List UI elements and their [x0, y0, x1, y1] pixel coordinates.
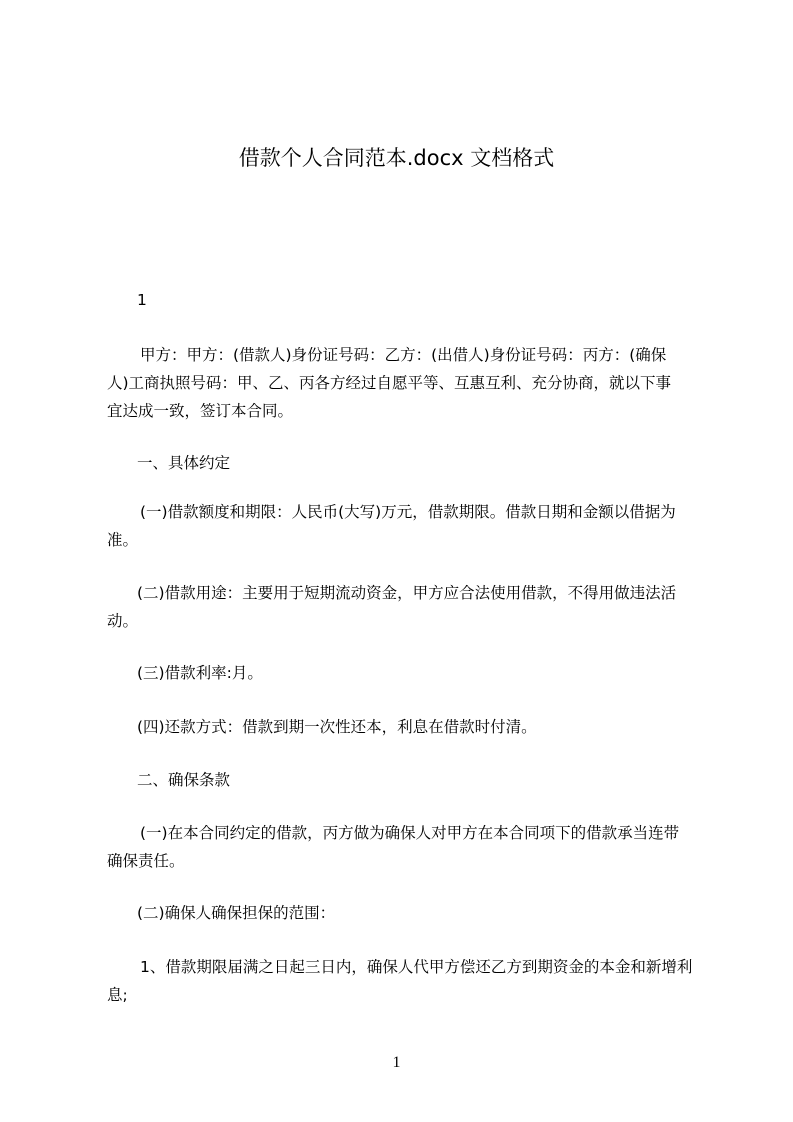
clause-line: (二)确保人确保担保的范围： [137, 904, 336, 922]
clause-line: 准。 [107, 531, 139, 549]
paragraph-parties-line: 人)工商执照号码：甲、乙、丙各方经过自愿平等、互惠互利、充分协商，就以下事 [107, 374, 672, 392]
clause-line: (四)还款方式：借款到期一次性还本，利息在借款时付清。 [137, 718, 537, 736]
clause-line: 息; [107, 986, 128, 1004]
clause-line: (二)借款用途：主要用于短期流动资金，甲方应合法使用借款，不得用做违法活 [137, 584, 677, 602]
document-title: 借款个人合同范本.docx 文档格式 [238, 146, 555, 170]
clause-line: 动。 [107, 612, 139, 630]
paragraph-parties-line: 宜达成一致，签订本合同。 [107, 402, 294, 420]
heading-guarantee-terms: 二、确保条款 [137, 771, 231, 789]
heading-specific-terms: 一、具体约定 [137, 454, 231, 472]
clause-line: (三)借款利率:月。 [137, 664, 263, 682]
page-number: 1 [392, 1054, 401, 1071]
clause-line: 1、借款期限届满之日起三日内，确保人代甲方偿还乙方到期资金的本金和新增利 [140, 958, 693, 976]
clause-line: (一)借款额度和期限：人民币(大写)万元，借款期限。借款日期和金额以借据为 [140, 503, 676, 521]
section-number: 1 [137, 291, 147, 309]
paragraph-parties-line: 甲方：甲方：(借款人)身份证号码：乙方：(出借人)身份证号码：丙方：(确保 [140, 346, 667, 364]
clause-line: (一)在本合同约定的借款，丙方做为确保人对甲方在本合同项下的借款承当连带 [140, 824, 680, 842]
clause-line: 确保责任。 [107, 852, 185, 870]
